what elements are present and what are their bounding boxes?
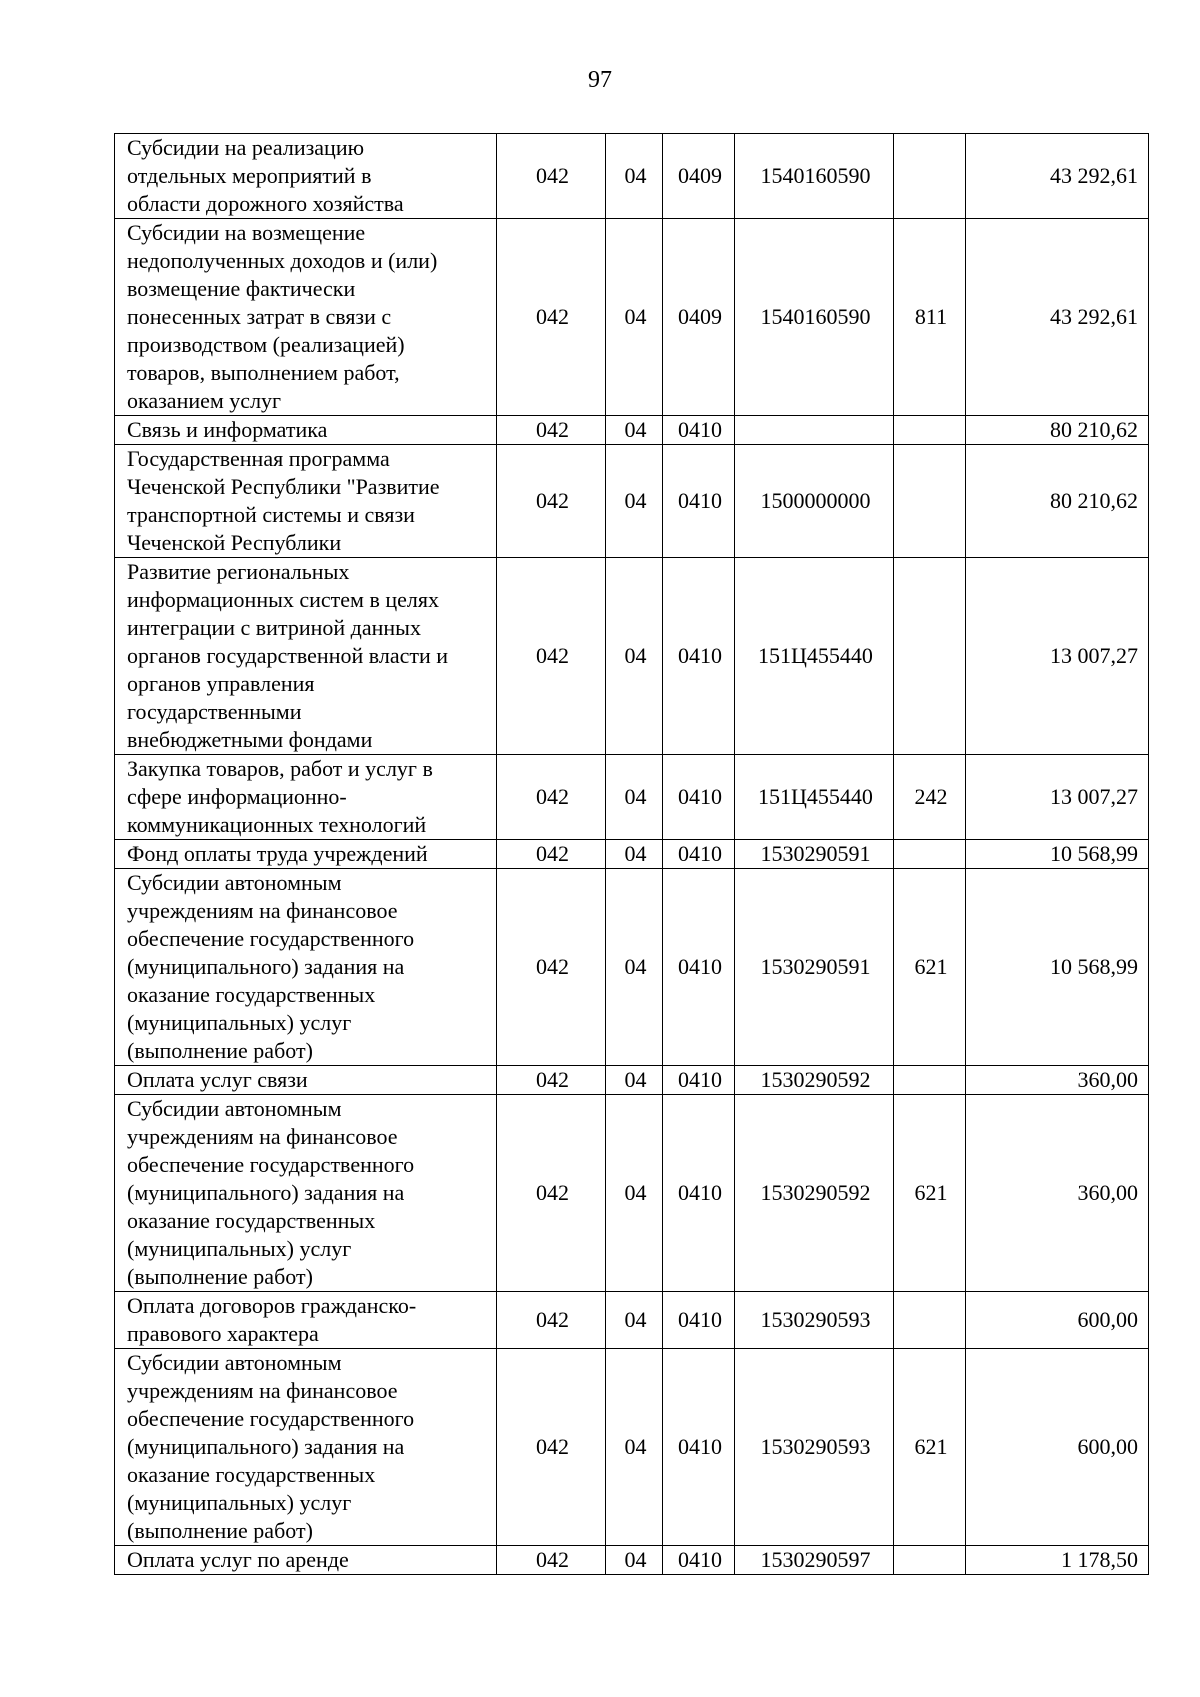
row-ved-code: 042 bbox=[497, 134, 606, 219]
row-subsection-code: 0410 bbox=[663, 1349, 735, 1546]
row-subsection-code: 0410 bbox=[663, 869, 735, 1066]
row-name: Субсидии на возмещение недополученных доходов и (или) возмещение фактически понесенных затрат в связи с производством (реализацией) товаров, выполнением работ, оказанием услуг bbox=[115, 219, 497, 416]
row-target-code: 1530290593 bbox=[735, 1349, 894, 1546]
row-section-code: 04 bbox=[606, 134, 663, 219]
row-expense-type-code: 621 bbox=[894, 1095, 966, 1292]
table-row bbox=[115, 416, 1149, 445]
row-name: Закупка товаров, работ и услуг в сфере информационно- коммуникационных технологий bbox=[115, 755, 497, 840]
row-subsection-code: 0410 bbox=[663, 558, 735, 755]
row-name: Связь и информатика bbox=[115, 416, 497, 445]
row-name: Фонд оплаты труда учреждений bbox=[115, 840, 497, 869]
row-expense-type-code: 811 bbox=[894, 219, 966, 416]
row-subsection-code: 0410 bbox=[663, 416, 735, 445]
row-expense-type-code bbox=[894, 445, 966, 558]
row-section-code: 04 bbox=[606, 1095, 663, 1292]
table-row bbox=[115, 1546, 1149, 1575]
row-subsection-code: 0410 bbox=[663, 755, 735, 840]
row-section-code: 04 bbox=[606, 1066, 663, 1095]
row-subsection-code: 0410 bbox=[663, 445, 735, 558]
row-section-code: 04 bbox=[606, 416, 663, 445]
row-subsection-code: 0410 bbox=[663, 1546, 735, 1575]
row-target-code: 1540160590 bbox=[735, 134, 894, 219]
table-row bbox=[115, 1066, 1149, 1095]
row-ved-code: 042 bbox=[497, 840, 606, 869]
row-expense-type-code bbox=[894, 1066, 966, 1095]
budget-table bbox=[114, 133, 1149, 1575]
row-subsection-code: 0409 bbox=[663, 134, 735, 219]
row-ved-code: 042 bbox=[497, 1349, 606, 1546]
row-section-code: 04 bbox=[606, 1349, 663, 1546]
table-row bbox=[115, 445, 1149, 558]
table-row bbox=[115, 1292, 1149, 1349]
row-target-code: 1540160590 bbox=[735, 219, 894, 416]
row-target-code: 1530290591 bbox=[735, 869, 894, 1066]
row-amount: 43 292,61 bbox=[966, 219, 1149, 416]
row-ved-code: 042 bbox=[497, 755, 606, 840]
row-ved-code: 042 bbox=[497, 416, 606, 445]
table-row bbox=[115, 869, 1149, 1066]
row-expense-type-code bbox=[894, 1546, 966, 1575]
table-row bbox=[115, 755, 1149, 840]
row-expense-type-code: 621 bbox=[894, 1349, 966, 1546]
row-expense-type-code bbox=[894, 134, 966, 219]
row-section-code: 04 bbox=[606, 1292, 663, 1349]
row-target-code: 1530290593 bbox=[735, 1292, 894, 1349]
row-amount: 10 568,99 bbox=[966, 840, 1149, 869]
row-amount: 80 210,62 bbox=[966, 416, 1149, 445]
row-section-code: 04 bbox=[606, 840, 663, 869]
row-name: Субсидии автономным учреждениям на финансовое обеспечение государственного (муниципального) задания на оказание государственных (муниципальных) услуг (выполнение работ) bbox=[115, 1095, 497, 1292]
row-amount: 1 178,50 bbox=[966, 1546, 1149, 1575]
row-target-code: 1530290597 bbox=[735, 1546, 894, 1575]
row-ved-code: 042 bbox=[497, 1095, 606, 1292]
row-subsection-code: 0410 bbox=[663, 1066, 735, 1095]
row-section-code: 04 bbox=[606, 445, 663, 558]
row-name: Оплата договоров гражданско- правового характера bbox=[115, 1292, 497, 1349]
row-name: Субсидии автономным учреждениям на финансовое обеспечение государственного (муниципального) задания на оказание государственных (муниципальных) услуг (выполнение работ) bbox=[115, 869, 497, 1066]
table-row bbox=[115, 134, 1149, 219]
row-amount: 10 568,99 bbox=[966, 869, 1149, 1066]
row-target-code: 1500000000 bbox=[735, 445, 894, 558]
row-ved-code: 042 bbox=[497, 1292, 606, 1349]
row-amount: 43 292,61 bbox=[966, 134, 1149, 219]
row-subsection-code: 0410 bbox=[663, 840, 735, 869]
row-name: Государственная программа Чеченской Республики "Развитие транспортной системы и связи Чеченской Республики bbox=[115, 445, 497, 558]
row-target-code: 151Ц455440 bbox=[735, 755, 894, 840]
row-expense-type-code bbox=[894, 1292, 966, 1349]
table-body bbox=[115, 134, 1149, 1575]
row-name: Оплата услуг по аренде bbox=[115, 1546, 497, 1575]
row-amount: 80 210,62 bbox=[966, 445, 1149, 558]
row-target-code: 1530290592 bbox=[735, 1095, 894, 1292]
row-expense-type-code bbox=[894, 840, 966, 869]
row-section-code: 04 bbox=[606, 869, 663, 1066]
row-amount: 360,00 bbox=[966, 1095, 1149, 1292]
row-section-code: 04 bbox=[606, 558, 663, 755]
row-ved-code: 042 bbox=[497, 1546, 606, 1575]
row-target-code bbox=[735, 416, 894, 445]
row-expense-type-code: 242 bbox=[894, 755, 966, 840]
row-amount: 360,00 bbox=[966, 1066, 1149, 1095]
row-subsection-code: 0410 bbox=[663, 1095, 735, 1292]
row-expense-type-code: 621 bbox=[894, 869, 966, 1066]
row-target-code: 151Ц455440 bbox=[735, 558, 894, 755]
row-name: Субсидии на реализацию отдельных мероприятий в области дорожного хозяйства bbox=[115, 134, 497, 219]
table-row bbox=[115, 558, 1149, 755]
row-name: Оплата услуг связи bbox=[115, 1066, 497, 1095]
row-ved-code: 042 bbox=[497, 558, 606, 755]
page-number: 97 bbox=[588, 67, 612, 93]
row-expense-type-code bbox=[894, 416, 966, 445]
row-section-code: 04 bbox=[606, 1546, 663, 1575]
row-ved-code: 042 bbox=[497, 869, 606, 1066]
table-row bbox=[115, 1349, 1149, 1546]
row-expense-type-code bbox=[894, 558, 966, 755]
row-ved-code: 042 bbox=[497, 219, 606, 416]
row-section-code: 04 bbox=[606, 755, 663, 840]
row-amount: 600,00 bbox=[966, 1292, 1149, 1349]
table-row bbox=[115, 219, 1149, 416]
row-target-code: 1530290591 bbox=[735, 840, 894, 869]
row-name: Субсидии автономным учреждениям на финансовое обеспечение государственного (муниципального) задания на оказание государственных (муниципальных) услуг (выполнение работ) bbox=[115, 1349, 497, 1546]
row-amount: 13 007,27 bbox=[966, 755, 1149, 840]
row-amount: 600,00 bbox=[966, 1349, 1149, 1546]
row-ved-code: 042 bbox=[497, 445, 606, 558]
table-row bbox=[115, 840, 1149, 869]
row-subsection-code: 0410 bbox=[663, 1292, 735, 1349]
row-section-code: 04 bbox=[606, 219, 663, 416]
row-target-code: 1530290592 bbox=[735, 1066, 894, 1095]
row-ved-code: 042 bbox=[497, 1066, 606, 1095]
table-row bbox=[115, 1095, 1149, 1292]
row-amount: 13 007,27 bbox=[966, 558, 1149, 755]
row-subsection-code: 0409 bbox=[663, 219, 735, 416]
row-name: Развитие региональных информационных систем в целях интеграции с витриной данных органов государственной власти и органов управления государственными внебюджетными фондами bbox=[115, 558, 497, 755]
